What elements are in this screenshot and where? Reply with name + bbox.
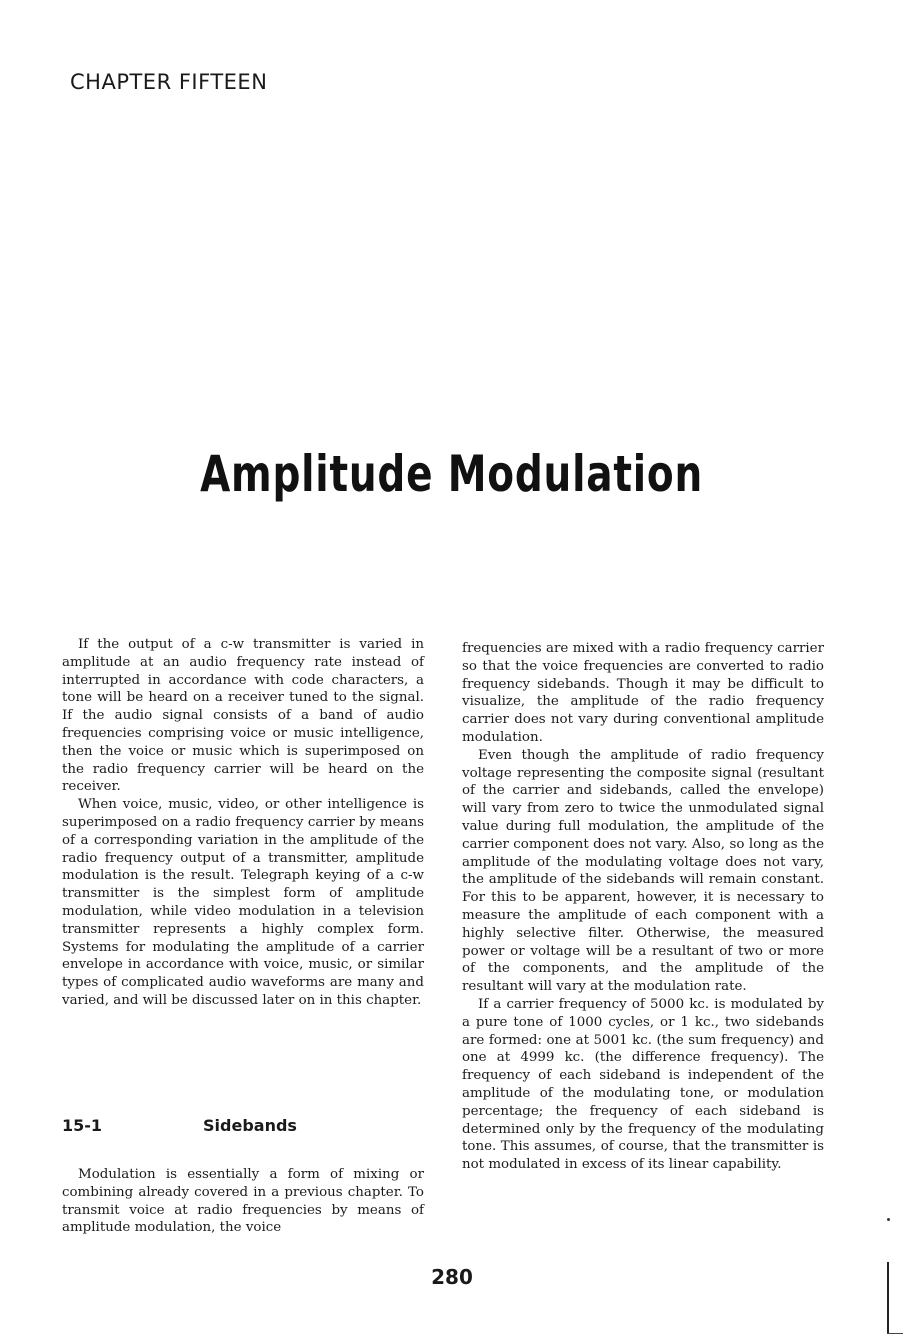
- body-paragraph: Even though the amplitude of radio frequency voltage representing the composite signal (resultant of the carrier and sidebands, called the envelope) will vary from zero to twice the unmodulated signal value during full modulation, the amplitude of the carrier component does not vary. Also, so long as the amplitude of the modulating voltage does not vary, the amplitude of the sidebands will remain constant. For this to be apparent, however, it is necessary to measure the amplitude of each component with a highly selective filter. Otherwise, the measured power or voltage will be a resultant of two or more of the components, and the amplitude of the resultant will vary at the modulation rate.: [462, 747, 824, 995]
- body-paragraph: If the output of a c-w transmitter is varied in amplitude at an audio frequency rate instead of interrupted in accordance with code characters, a tone will be heard on a receiver tuned to the signal. If the audio signal consists of a band of audio frequencies comprising voice or music intelligence, then the voice or music which is superimposed on the radio frequency carrier will be heard on the receiver.: [62, 637, 424, 795]
- body-paragraph: Modulation is essentially a form of mixing or combining already covered in a previous chapter. To transmit voice at radio frequencies by means of amplitude modulation, the voice: [62, 1167, 424, 1236]
- body-paragraph: frequencies are mixed with a radio frequency carrier so that the voice frequencies are converted to radio frequency sidebands. Though it may be difficult to visualize, the amplitude of the radio frequency carrier does not vary during conventional amplitude modulation.: [462, 641, 824, 745]
- scan-edge-line: [887, 1262, 889, 1334]
- left-column: [62, 636, 424, 1010]
- body-paragraph: When voice, music, video, or other intelligence is superimposed on a radio frequency carrier by means of a corresponding variation in the amplitude of the radio frequency output of a transmitter, amplitude modulation is the result. Telegraph keying of a c-w transmitter is the simplest form of amplitude modulation, while video modulation in a television transmitter represents a highly complex form. Systems for modulating the amplitude of a carrier envelope in accordance with voice, music, or similar types of complicated audio waveforms are many and varied, and will be discussed later on in this chapter.: [62, 797, 424, 1008]
- section-number: 15-1: [62, 1116, 103, 1135]
- body-paragraph: If a carrier frequency of 5000 kc. is modulated by a pure tone of 1000 cycles, or 1 kc., two sidebands are formed: one at 5001 kc. (the sum frequency) and one at 4999 kc. (the difference frequency). The frequency of each sideband is independent of the amplitude of the modulating tone, or modulation percentage; the frequency of each sideband is determined only by the frequency of the modulating tone. This assumes, of course, that the transmitter is not modulated in excess of its linear capability.: [462, 996, 824, 1173]
- section-text: [62, 1166, 424, 1237]
- section-name: Sidebands: [203, 1116, 297, 1135]
- scan-edge-tick: [887, 1333, 903, 1334]
- page-title: Amplitude Modulation: [200, 445, 704, 503]
- chapter-label: CHAPTER FIFTEEN: [70, 70, 268, 94]
- right-column: [462, 640, 824, 1174]
- page-number: 280: [431, 1265, 473, 1289]
- scan-mark: [887, 1218, 890, 1221]
